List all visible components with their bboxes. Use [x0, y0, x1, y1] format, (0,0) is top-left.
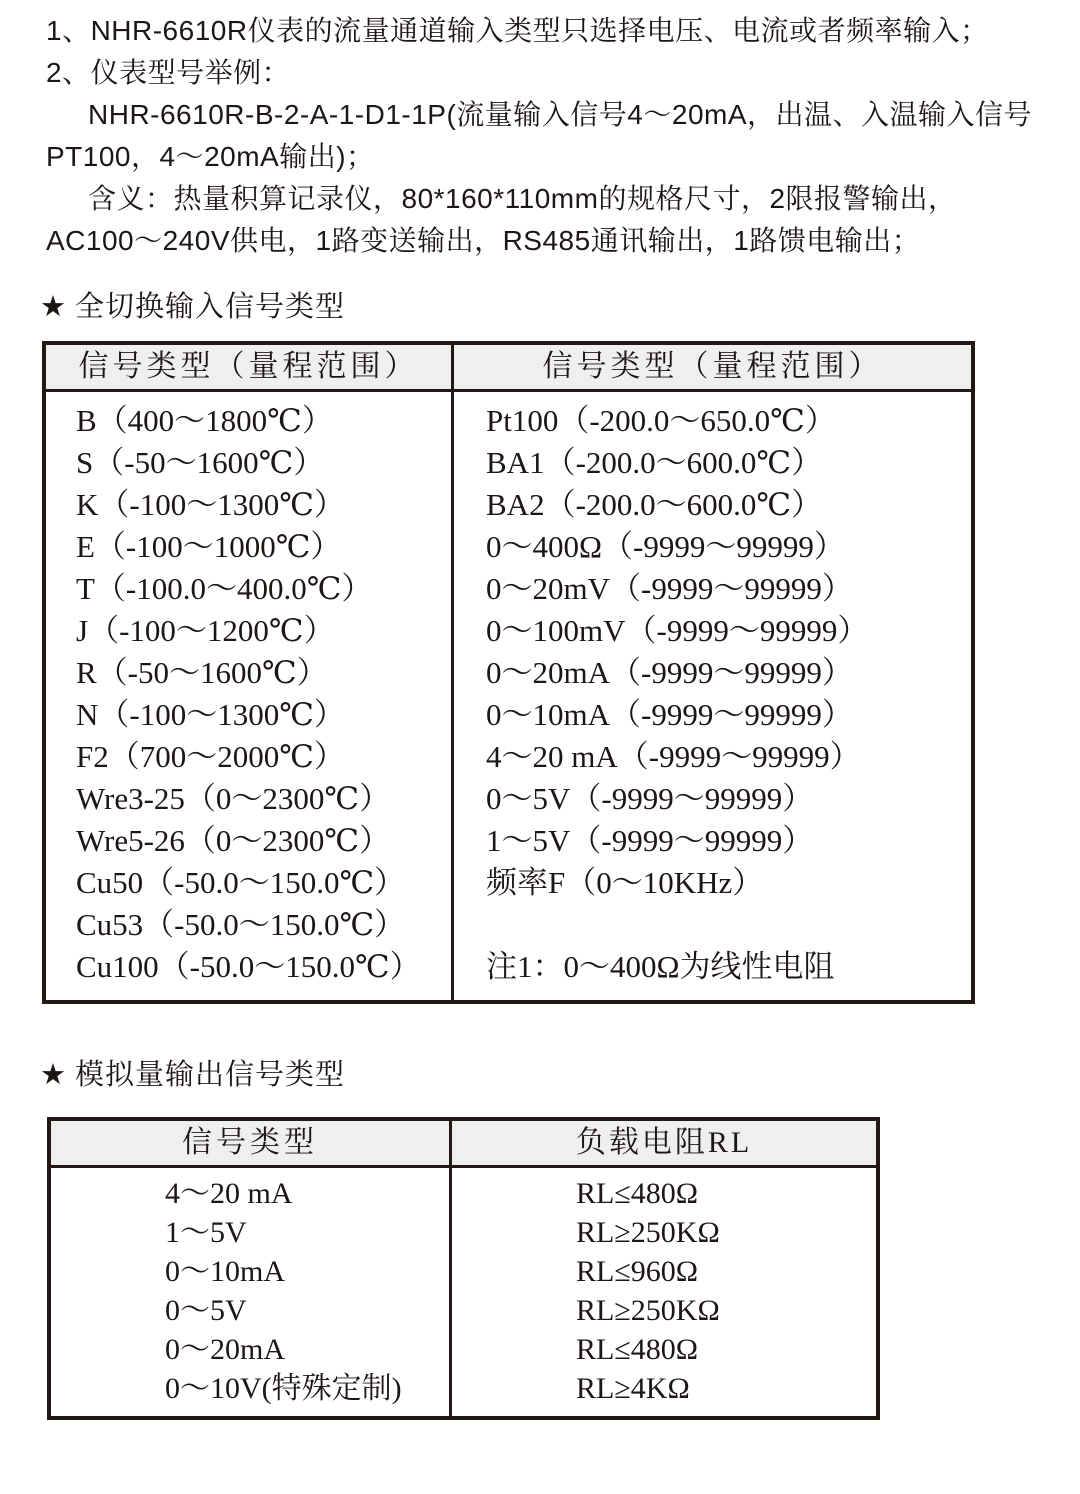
output-signal-cell: 0～10V(特殊定制)	[165, 1372, 402, 1405]
output-signal-cell: 0～20mA	[165, 1333, 285, 1366]
signal-range-item: 0～400Ω（-9999～99999）	[486, 529, 845, 564]
signal-range-item: 0～5V（-9999～99999）	[486, 781, 814, 816]
signal-range-item: 1～5V（-9999～99999）	[486, 823, 814, 858]
table-row	[51, 1330, 876, 1369]
star-icon: ★	[40, 1059, 67, 1091]
signal-range-item: 频率F（0～10KHz）	[486, 865, 764, 900]
analog-output-table	[47, 1117, 880, 1420]
signal-range-item: BA1（-200.0～600.0℃）	[486, 445, 823, 480]
intro-text-line: 含义：热量积算记录仪，80*160*110mm的规格尺寸，2限报警输出，	[88, 183, 957, 214]
intro-text-line: NHR-6610R-B-2-A-1-D1-1P(流量输入信号4～20mA，出温、入温输入信号	[88, 99, 1033, 130]
signal-range-item: 4～20 mA（-9999～99999）	[486, 739, 861, 774]
signal-range-item: N（-100～1300℃）	[76, 697, 345, 732]
signal-range-item: K（-100～1300℃）	[76, 487, 345, 522]
section2-heading	[40, 1052, 1040, 1093]
output-signal-cell: 0～10mA	[165, 1255, 285, 1288]
table1-body	[46, 392, 971, 1000]
signal-range-item: S（-50～1600℃）	[76, 445, 325, 480]
signal-range-item: Cu100（-50.0～150.0℃）	[76, 949, 421, 984]
table2-header-row	[51, 1121, 876, 1168]
signal-range-item: F2（700～2000℃）	[76, 739, 345, 774]
table-row	[51, 1291, 876, 1330]
load-resistance-cell: RL≤960Ω	[576, 1255, 699, 1288]
intro-text-line: PT100，4～20mA输出)；	[46, 141, 375, 172]
signal-range-item: 0～20mV（-9999～99999）	[486, 571, 853, 606]
signal-range-item: J（-100～1200℃）	[76, 613, 335, 648]
load-resistance-cell: RL≥4KΩ	[576, 1372, 690, 1405]
section1-heading	[40, 284, 1040, 325]
table1-header-right: 信号类型（量程范围）	[542, 350, 883, 383]
intro-notes	[46, 10, 1040, 262]
table1-header-left: 信号类型（量程范围）	[46, 345, 454, 389]
intro-text-line: AC100～240V供电，1路变送输出，RS485通讯输出，1路馈电输出；	[46, 225, 921, 256]
intro-text-line: 1、NHR-6610R仪表的流量通道输入类型只选择电压、电流或者频率输入；	[46, 15, 989, 46]
table-row	[51, 1213, 876, 1252]
table2-header-load: 负载电阻RL	[575, 1126, 753, 1159]
load-resistance-cell: RL≤480Ω	[576, 1177, 699, 1210]
signal-range-item: 0～10mA（-9999～99999）	[486, 697, 853, 732]
signal-range-item: 0～20mA（-9999～99999）	[486, 655, 853, 690]
table1-right-column	[454, 392, 971, 1000]
output-signal-cell: 1～5V	[165, 1216, 247, 1249]
load-resistance-cell: RL≥250KΩ	[576, 1294, 720, 1327]
table-row	[51, 1369, 876, 1408]
signal-range-item	[486, 904, 971, 946]
signal-range-item: Cu50（-50.0～150.0℃）	[76, 865, 406, 900]
signal-range-item: E（-100～1000℃）	[76, 529, 342, 564]
output-signal-cell: 0～5V	[165, 1294, 247, 1327]
load-resistance-cell: RL≤480Ω	[576, 1333, 699, 1366]
table1-left-column	[46, 392, 454, 1000]
load-resistance-cell: RL≥250KΩ	[576, 1216, 720, 1249]
signal-range-item: 注1：0～400Ω为线性电阻	[486, 949, 835, 984]
signal-range-item: Cu53（-50.0～150.0℃）	[76, 907, 406, 942]
table1-header-row	[46, 345, 971, 392]
signal-range-item: Wre3-25（0～2300℃）	[76, 781, 391, 816]
signal-range-item: T（-100.0～400.0℃）	[76, 571, 373, 606]
table2-body	[51, 1168, 876, 1416]
input-signal-types-table	[42, 341, 975, 1004]
star-icon: ★	[40, 291, 67, 323]
signal-range-item: 0～100mV（-9999～99999）	[486, 613, 869, 648]
signal-range-item: B（400～1800℃）	[76, 403, 333, 438]
output-signal-cell: 4～20 mA	[165, 1177, 293, 1210]
table-row	[51, 1252, 876, 1291]
signal-range-item: Wre5-26（0～2300℃）	[76, 823, 391, 858]
signal-range-item: Pt100（-200.0～650.0℃）	[486, 403, 836, 438]
intro-text-line: 2、仪表型号举例：	[46, 57, 291, 88]
section1-heading-text: 全切换输入信号类型	[75, 291, 346, 323]
table-row	[51, 1174, 876, 1213]
section2-heading-text: 模拟量输出信号类型	[75, 1059, 346, 1091]
signal-range-item: BA2（-200.0～600.0℃）	[486, 487, 823, 522]
signal-range-item: R（-50～1600℃）	[76, 655, 328, 690]
table2-header-signal: 信号类型	[51, 1121, 452, 1165]
